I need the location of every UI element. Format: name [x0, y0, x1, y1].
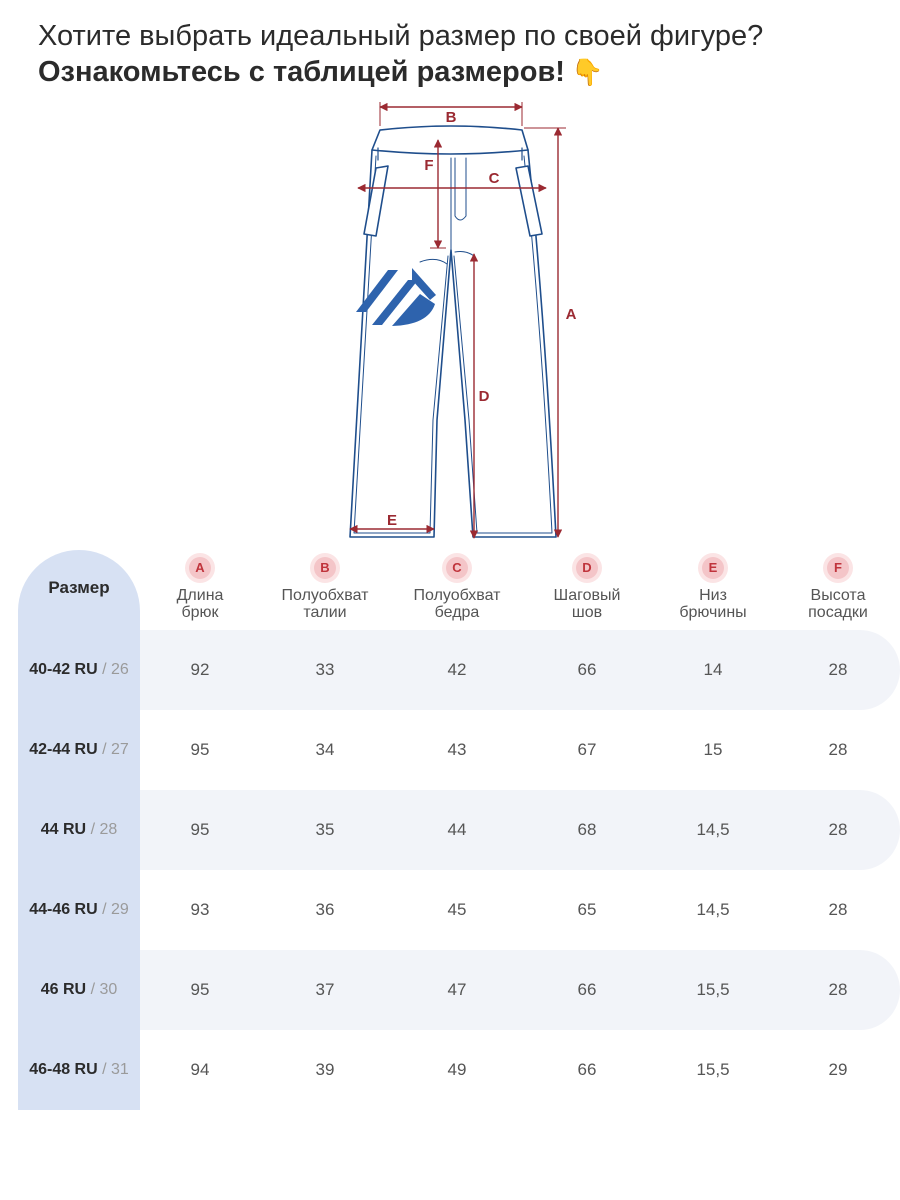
- table-cell: 39: [315, 1060, 335, 1079]
- table-cell: 35: [315, 820, 335, 839]
- table-cell: 28: [828, 740, 848, 759]
- table-cell: 66: [577, 1060, 597, 1079]
- column-header-b: [265, 557, 385, 621]
- table-cell: 28: [828, 820, 848, 839]
- table-cell: 95: [190, 820, 210, 839]
- table-cell: 67: [577, 740, 597, 759]
- table-cell: 42: [447, 660, 467, 679]
- column-label: Полуобхват бедра: [413, 587, 501, 621]
- column-header-c: [397, 557, 517, 621]
- table-cell: 93: [190, 900, 210, 919]
- table-cell: 15,5: [696, 1060, 730, 1079]
- row-size-label: 46-48 RU / 31: [29, 1061, 129, 1078]
- column-label: Низ брючины: [679, 587, 747, 621]
- column-header-e: [653, 557, 773, 621]
- column-label: Длина брюк: [176, 587, 224, 621]
- table-cell: 28: [828, 900, 848, 919]
- table-cell: 66: [577, 660, 597, 679]
- table-cell: 36: [315, 900, 335, 919]
- label-b: B: [445, 109, 457, 126]
- badge-f: F: [827, 557, 849, 579]
- table-cell: 14,5: [696, 900, 730, 919]
- table-cell: 28: [828, 660, 848, 679]
- table-cell: 95: [190, 980, 210, 999]
- table-cell: 15: [703, 740, 723, 759]
- table-cell: 49: [447, 1060, 467, 1079]
- column-header-d: [527, 557, 647, 621]
- pointing-down-icon: 👇: [570, 57, 604, 87]
- row-size-label: 44-46 RU / 29: [29, 901, 129, 918]
- table-cell: 33: [315, 660, 335, 679]
- table-cell: 44: [447, 820, 467, 839]
- label-c: C: [488, 170, 500, 187]
- badge-d: D: [576, 557, 598, 579]
- label-f: F: [424, 157, 434, 174]
- column-header-a: [140, 557, 260, 621]
- size-column-header: Размер: [48, 578, 110, 597]
- pants-measurement-diagram: [0, 0, 900, 550]
- badge-c: C: [446, 557, 468, 579]
- label-e: E: [386, 512, 398, 529]
- row-size-label: 40-42 RU / 26: [29, 661, 129, 678]
- column-header-f: [778, 557, 898, 621]
- row-size-label: 46 RU / 30: [40, 981, 118, 998]
- table-cell: 37: [315, 980, 335, 999]
- table-cell: 28: [828, 980, 848, 999]
- column-label: Высота посадки: [808, 587, 868, 621]
- heading-cta-text: Ознакомьтесь с таблицей размеров!: [38, 56, 565, 88]
- column-label: Полуобхват талии: [281, 587, 369, 621]
- table-cell: 15,5: [696, 980, 730, 999]
- badge-a: A: [189, 557, 211, 579]
- table-cell: 14: [703, 660, 723, 679]
- brand-logo: [356, 268, 436, 326]
- table-cell: 14,5: [696, 820, 730, 839]
- heading-question: Хотите выбрать идеальный размер по своей фигуре?: [38, 20, 764, 52]
- table-cell: 29: [828, 1060, 848, 1079]
- table-cell: 66: [577, 980, 597, 999]
- label-a: A: [565, 306, 577, 323]
- table-cell: 34: [315, 740, 335, 759]
- label-d: D: [478, 388, 490, 405]
- badge-b: B: [314, 557, 336, 579]
- table-cell: 92: [190, 660, 210, 679]
- table-cell: 47: [447, 980, 467, 999]
- table-cell: 65: [577, 900, 597, 919]
- table-cell: 95: [190, 740, 210, 759]
- table-cell: 43: [447, 740, 467, 759]
- table-cell: 45: [447, 900, 467, 919]
- row-size-label: 44 RU / 28: [40, 821, 118, 838]
- row-size-label: 42-44 RU / 27: [29, 741, 129, 758]
- badge-e: E: [702, 557, 724, 579]
- table-cell: 94: [190, 1060, 210, 1079]
- column-label: Шаговый шов: [553, 587, 621, 621]
- table-cell: 68: [577, 820, 597, 839]
